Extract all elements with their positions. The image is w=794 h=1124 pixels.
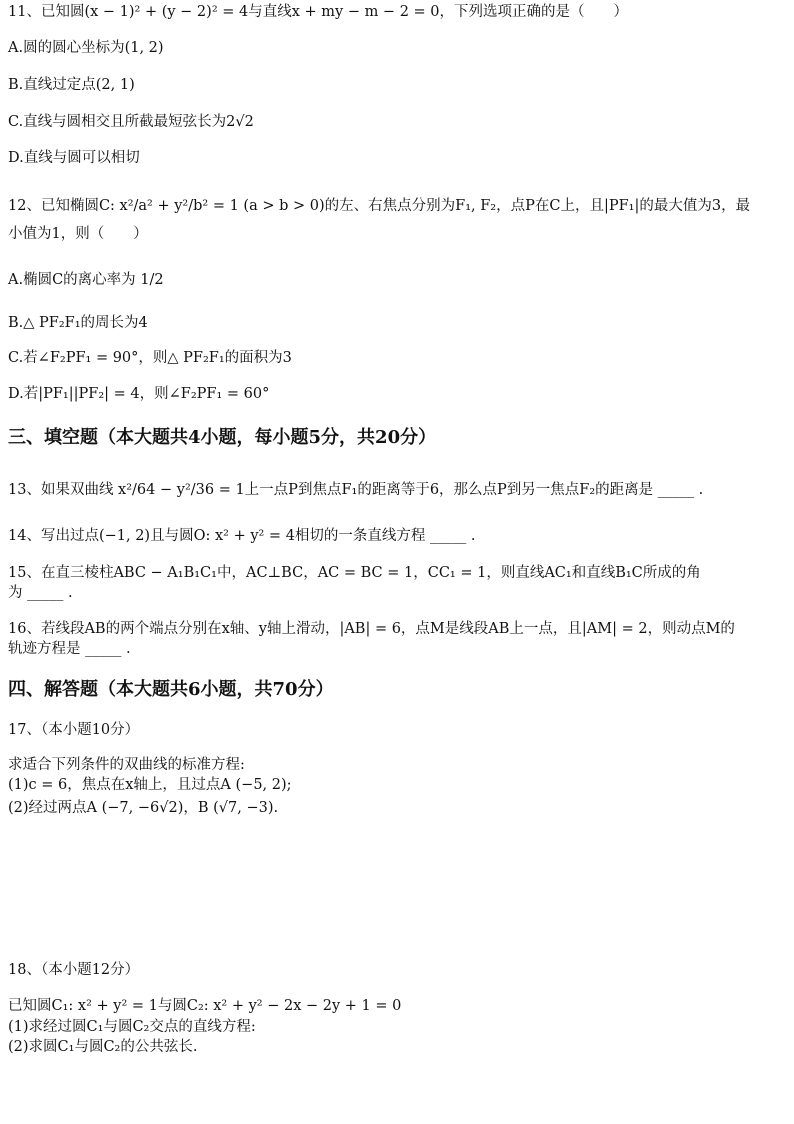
q16-line-2: 轨迹方程是 _____ . (8, 641, 131, 657)
q12-option-d: D.若|PF₁||PF₂| = 4，则∠F₂PF₁ = 60° (8, 386, 270, 402)
q12-stem-line-1: 12、已知椭圆C: x²/a² + y²/b² = 1 (a > b > 0)的左、右焦点分别为F₁, F₂，点P在C上，且|PF₁|的最大值为3，最 (8, 198, 751, 214)
q12-option-a: A.椭圆C的离心率为 1/2 (8, 272, 164, 288)
q14: 14、写出过点(−1, 2)且与圆O: x² + y² = 4相切的一条直线方程 _____ . (8, 528, 476, 544)
q11-option-c: C.直线与圆相交且所截最短弦长为2√2 (8, 114, 254, 130)
q17-part-2: (2)经过两点A (−7, −6√2)，B (√7, −3). (8, 800, 279, 816)
q18-intro: 已知圆C₁: x² + y² = 1与圆C₂: x² + y² − 2x − 2y + 1 = 0 (8, 998, 402, 1014)
q12-option-b: B.△ PF₂F₁的周长为4 (8, 315, 148, 331)
q18-part-2: (2)求圆C₁与圆C₂的公共弦长. (8, 1039, 198, 1055)
q16-line-1: 16、若线段AB的两个端点分别在x轴、y轴上滑动，|AB| = 6，点M是线段AB上一点，且|AM| = 2，则动点M的 (8, 621, 735, 637)
q18-title: 18、（本小题12分） (8, 962, 140, 978)
q12-option-c: C.若∠F₂PF₁ = 90°，则△ PF₂F₁的面积为3 (8, 350, 292, 366)
q11-option-a: A.圆的圆心坐标为(1, 2) (8, 40, 164, 56)
q11-option-b: B.直线过定点(2, 1) (8, 77, 135, 93)
q11-option-d: D.直线与圆可以相切 (8, 150, 140, 166)
section-heading-solutions: 四、解答题（本大题共6小题，共70分） (8, 679, 334, 700)
q12-stem-line-2: 小值为1，则（ ） (8, 226, 148, 242)
q15-line-1: 15、在直三棱柱ABC − A₁B₁C₁中，AC⊥BC，AC = BC = 1，CC₁ = 1，则直线AC₁和直线B₁C所成的角 (8, 565, 701, 581)
section-heading-fill-blank: 三、填空题（本大题共4小题，每小题5分，共20分） (8, 427, 437, 448)
q17-intro: 求适合下列条件的双曲线的标准方程: (8, 757, 245, 773)
q17-title: 17、（本小题10分） (8, 722, 140, 738)
q17-part-1: (1)c = 6，焦点在x轴上，且过点A (−5, 2); (8, 777, 292, 793)
q13: 13、如果双曲线 x²/64 − y²/36 = 1上一点P到焦点F₁的距离等于6，那么点P到另一焦点F₂的距离是 _____ . (8, 482, 704, 498)
q11-stem: 11、已知圆(x − 1)² + (y − 2)² = 4与直线x + my − m − 2 = 0，下列选项正确的是（ ） (8, 4, 629, 20)
q15-line-2: 为 _____ . (8, 585, 73, 601)
q18-part-1: (1)求经过圆C₁与圆C₂交点的直线方程: (8, 1019, 256, 1035)
